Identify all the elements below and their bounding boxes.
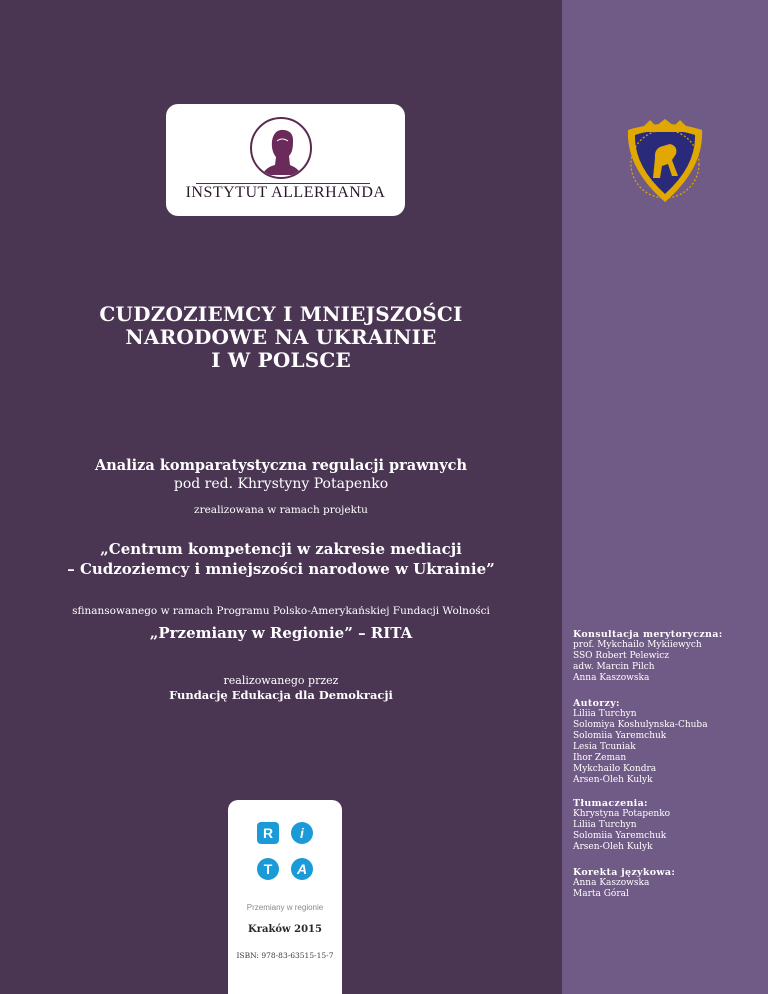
- title-line: NARODOWE NA UKRAINIE: [125, 325, 437, 349]
- credit-name: SSO Robert Pelewicz: [573, 651, 670, 661]
- credit-name: Mykchailo Kondra: [573, 764, 657, 774]
- credits-heading: Konsultacja merytoryczna:: [573, 629, 723, 640]
- funding-line: sfinansowanego w ramach Programu Polsko-Amerykańskiej Fundacji Wolności: [72, 605, 490, 617]
- rita-tile-a: A: [291, 858, 313, 880]
- rita-logo-box: [228, 800, 342, 994]
- project-name-line: „Centrum kompetencji w zakresie mediacji: [100, 540, 462, 558]
- title-line: CUDZOZIEMCY I MNIEJSZOŚCI: [99, 302, 463, 326]
- realized-by-intro: realizowanego przez: [223, 674, 339, 687]
- credit-name: Khrystyna Potapenko: [573, 809, 671, 819]
- credit-name: Liliia Turchyn: [573, 820, 637, 830]
- credit-name: Anna Kaszowska: [573, 878, 650, 888]
- book-subtitle: Analiza komparatystyczna regulacji prawnych: [94, 457, 468, 474]
- credit-name: Ihor Zeman: [573, 753, 627, 763]
- credit-name: Solomiya Koshulynska-Chuba: [573, 720, 708, 730]
- credit-name: Arsen-Oleh Kulyk: [573, 775, 653, 785]
- credit-name: prof. Mykchailo Mykiiewych: [573, 640, 702, 650]
- credits-proofreading: [573, 867, 763, 900]
- credits-heading: Tłumaczenia:: [573, 798, 648, 809]
- credit-name: Arsen-Oleh Kulyk: [573, 842, 653, 852]
- program-name: „Przemiany w Regionie” – RITA: [149, 624, 413, 642]
- credits-heading: Korekta językowa:: [573, 867, 676, 878]
- project-name-line: – Cudzoziemcy i mniejszości narodowe w Ukrainie”: [67, 560, 495, 578]
- credit-name: Solomiia Yaremchuk: [573, 731, 667, 741]
- publisher-name: INSTYTUT ALLERHANDA: [185, 184, 386, 201]
- rita-tile-i: i: [291, 822, 313, 844]
- project-intro: zrealizowana w ramach projektu: [194, 504, 368, 516]
- isbn: ISBN: 978-83-63515-15-7: [236, 951, 334, 960]
- credit-name: Lesia Tcuniak: [573, 742, 636, 752]
- rita-tile-r: R: [257, 822, 279, 844]
- credits-heading: Autorzy:: [573, 698, 620, 709]
- rita-tile-t: T: [257, 858, 279, 880]
- title-line: I W POLSCE: [211, 348, 351, 372]
- editor-line: pod red. Khrystyny Potapenko: [173, 476, 389, 492]
- place-year: Kraków 2015: [248, 924, 322, 935]
- crest-icon: [618, 118, 712, 204]
- portrait-icon: [250, 117, 312, 179]
- rita-caption: Przemiany w regionie: [246, 903, 324, 912]
- credit-name: Solomiia Yaremchuk: [573, 831, 667, 841]
- credit-name: Anna Kaszowska: [573, 673, 650, 683]
- book-title: [0, 303, 562, 372]
- realized-by-org: Fundację Edukacja dla Demokracji: [169, 688, 393, 702]
- credits-translation: [573, 798, 763, 853]
- credit-name: Liliia Turchyn: [573, 709, 637, 719]
- credits-authors: [573, 698, 763, 786]
- credits-consultation: [573, 629, 763, 684]
- credit-name: adw. Marcin Pilch: [573, 662, 655, 672]
- credit-name: Marta Góral: [573, 889, 629, 899]
